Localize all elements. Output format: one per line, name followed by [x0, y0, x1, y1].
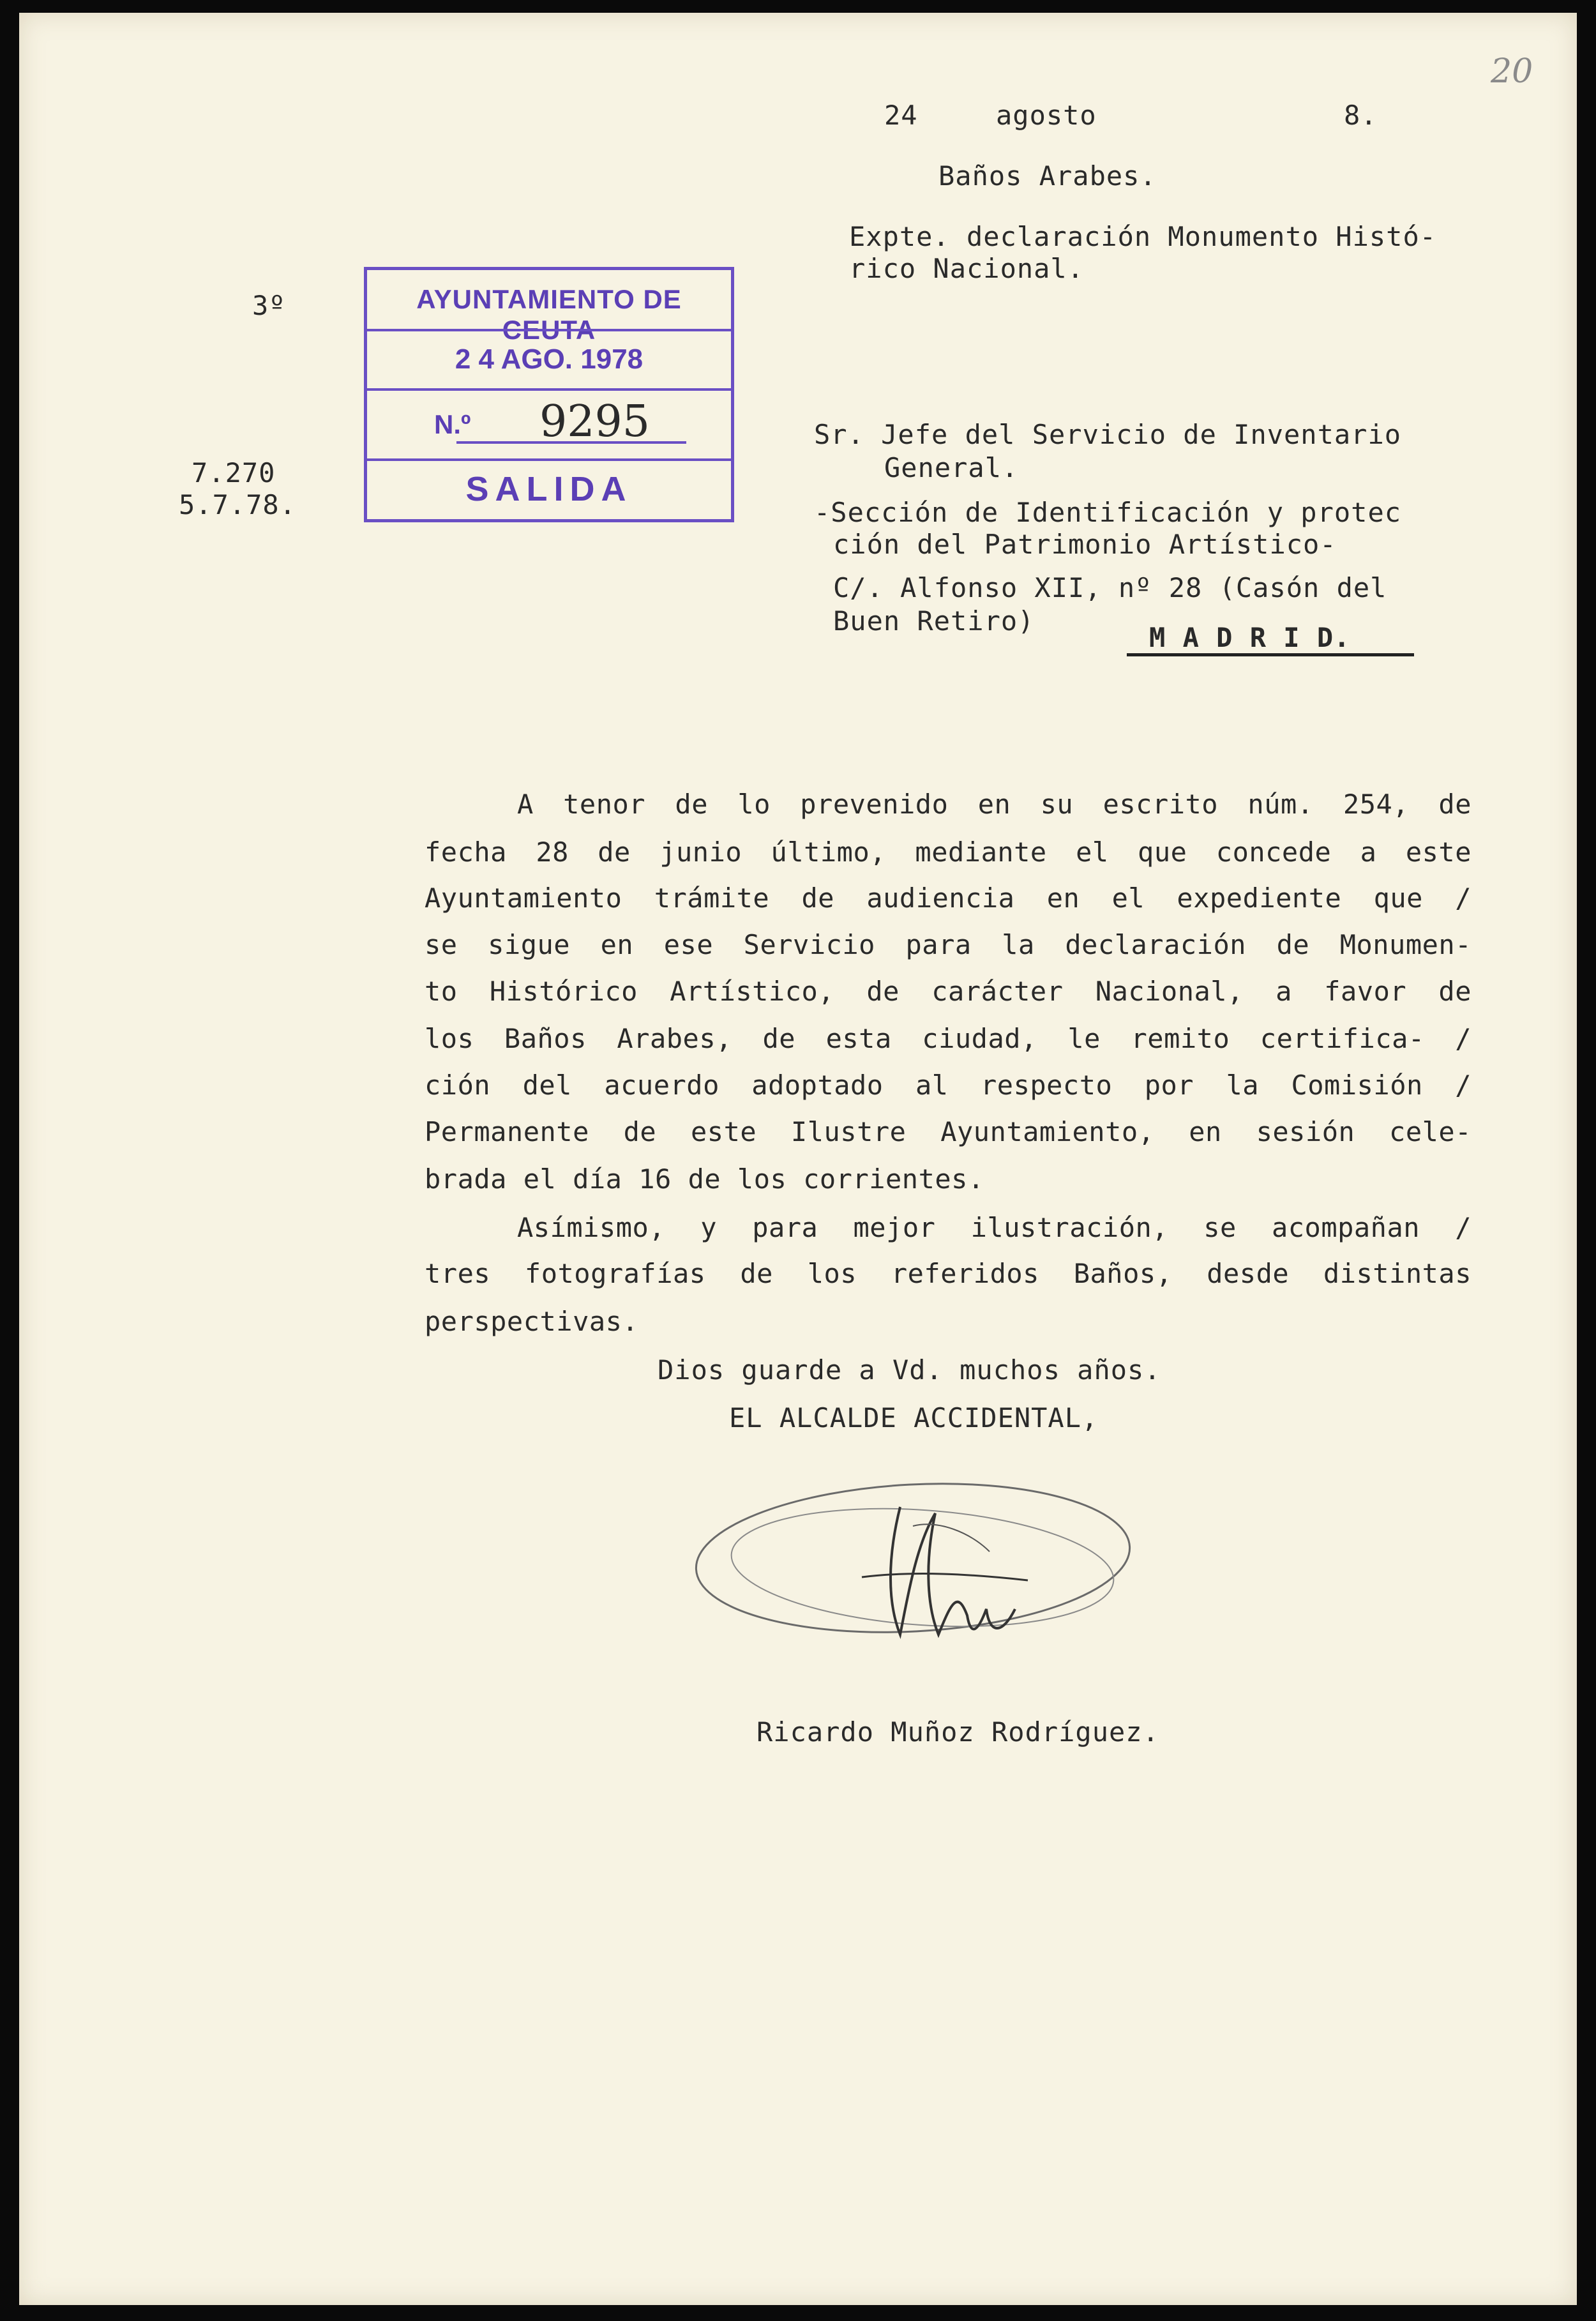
closing-role: EL ALCALDE ACCIDENTAL,: [729, 1402, 1099, 1433]
recipient-line-6: Buen Retiro): [833, 605, 1035, 637]
margin-number: 3º: [252, 290, 286, 321]
date-day: 24: [884, 100, 918, 131]
signature: [670, 1443, 1168, 1686]
stamp-type: SALIDA: [465, 470, 633, 508]
stamp-institution: AYUNTAMIENTO DE CEUTA: [416, 284, 682, 345]
recipient-line-2: General.: [884, 452, 1019, 483]
recipient-line-4: ción del Patrimonio Artístico-: [833, 529, 1337, 560]
date-year: 8.: [1344, 100, 1378, 131]
margin-ref-1: 7.270: [192, 457, 276, 488]
body-line: to Histórico Artístico, de carácter Nacional, a favor de: [425, 976, 1472, 1007]
stamp-number-label: N.º: [434, 409, 471, 439]
body-line: Ayuntamiento trámite de audiencia en el expediente que /: [425, 882, 1472, 914]
body-line: A tenor de lo prevenido en su escrito núm. 254, de: [517, 789, 1472, 820]
subject-line-1: Expte. declaración Monumento Histó-: [849, 221, 1437, 252]
recipient-line-1: Sr. Jefe del Servicio de Inventario: [814, 419, 1402, 450]
date-month: agosto: [996, 100, 1097, 131]
body-line: Permanente de este Ilustre Ayuntamiento, en sesión cele-: [425, 1116, 1472, 1147]
body-line: se sigue en ese Servicio para la declaración de Monumen-: [425, 929, 1472, 960]
body-line: perspectivas.: [425, 1306, 639, 1337]
recipient-line-5: C/. Alfonso XII, nº 28 (Casón del: [833, 572, 1387, 603]
stamp-number: 9295: [539, 397, 651, 447]
body-line: tres fotografías de los referidos Baños, desde distintas: [425, 1258, 1472, 1289]
closing-greeting: Dios guarde a Vd. muchos años.: [658, 1354, 1161, 1386]
body-line: ción del acuerdo adoptado al respecto por la Comisión /: [425, 1070, 1472, 1101]
document-page: [19, 13, 1577, 2305]
page-marker: 20: [1491, 52, 1533, 91]
registry-stamp: [364, 267, 734, 522]
body-line: brada el día 16 de los corrientes.: [425, 1163, 984, 1195]
body-line: los Baños Arabes, de esta ciudad, le remito certifica- /: [425, 1023, 1472, 1054]
recipient-city: M A D R I D.: [1149, 622, 1351, 653]
body-line: Asímismo, y para mejor ilustración, se acompañan /: [517, 1212, 1472, 1243]
stamp-date: 2 4 AGO. 1978: [455, 344, 644, 375]
subject-title: Baños Arabes.: [938, 160, 1157, 192]
body-line: fecha 28 de junio último, mediante el que concede a este: [425, 836, 1472, 868]
subject-line-2: rico Nacional.: [849, 253, 1085, 284]
signatory-name: Ricardo Muñoz Rodríguez.: [757, 1716, 1159, 1748]
recipient-line-3: -Sección de Identificación y protec: [814, 497, 1402, 528]
margin-ref-2: 5.7.78.: [179, 489, 297, 520]
